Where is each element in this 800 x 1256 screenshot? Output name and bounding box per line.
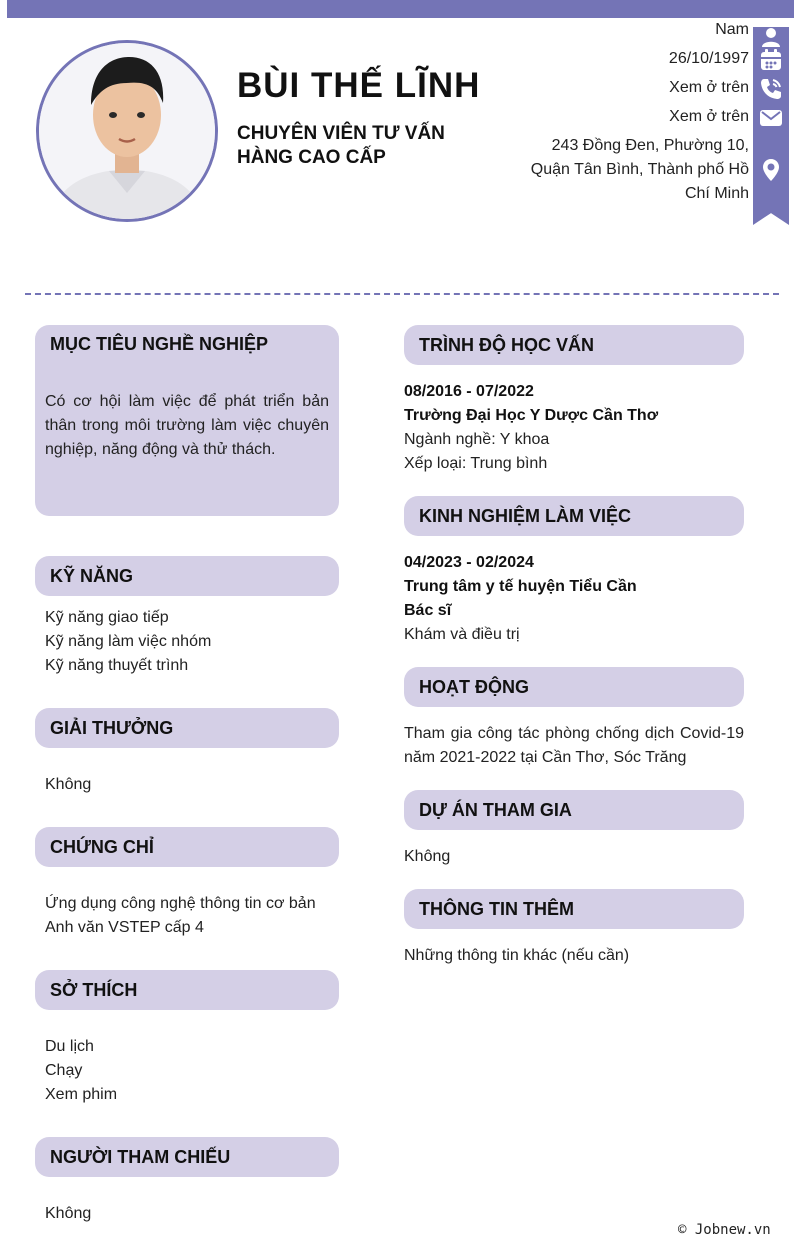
projects-heading: DỰ ÁN THAM GIA [404,790,744,830]
references-heading: NGƯỜI THAM CHIẾU [35,1137,339,1177]
list-item: Ứng dụng công nghệ thông tin cơ bản [45,895,316,912]
hobbies-list [45,1035,117,1107]
skills-heading: KỸ NĂNG [35,556,339,596]
phone-icon [759,77,783,101]
top-accent-bar [7,0,794,18]
experience-description: Khám và điều trị [404,626,520,643]
profile-photo [39,43,215,219]
footer-copyright: © Jobnew.vn [678,1222,771,1238]
education-entry [404,380,658,476]
education-period: 08/2016 - 07/2022 [404,383,534,400]
experience-entry [404,551,637,647]
list-item: Kỹ năng giao tiếp [45,609,169,626]
calendar-icon [759,48,783,72]
location-icon [759,158,783,182]
avatar [36,40,218,222]
experience-period: 04/2023 - 02/2024 [404,554,534,571]
objective-title: MỤC TIÊU NGHỀ NGHIỆP [50,334,269,354]
address-text: 243 Đồng Đen, Phường 10, Quận Tân Bình, Thành phố Hồ Chí Minh [530,137,749,202]
list-item: Du lịch [45,1038,94,1055]
activities-heading: HOẠT ĐỘNG [404,667,744,707]
experience-position: Bác sĩ [404,602,452,619]
list-item: Kỹ năng thuyết trình [45,657,189,674]
email-icon [759,106,783,130]
references-text: Không [45,1205,92,1222]
objective-text: Có cơ hội làm việc để phát triển bản thân trong môi trường làm việc chuyên nghiệp, năng động và thử thách. [45,393,329,458]
candidate-name: BÙI THẾ LĨNH [237,66,481,105]
additional-info-text: Những thông tin khác (nếu cần) [404,947,630,964]
job-title: CHUYÊN VIÊN TƯ VẤN HÀNG CAO CẤP [237,123,445,168]
list-item: Xem phim [45,1086,118,1103]
gender-text: Nam [715,21,749,38]
activities-text: Tham gia công tác phòng chống dịch Covid-19 năm 2021-2022 tại Cần Thơ, Sóc Trăng [404,725,744,766]
education-grade: Xếp loại: Trung bình [404,455,548,472]
email-text: Xem ở trên [669,108,749,125]
hobbies-heading: SỞ THÍCH [35,970,339,1010]
projects-text: Không [404,848,451,865]
certificates-heading: CHỨNG CHỈ [35,827,339,867]
phone-text: Xem ở trên [669,79,749,96]
education-heading: TRÌNH ĐỘ HỌC VẤN [404,325,744,365]
header-divider [25,293,779,295]
education-major: Ngành nghề: Y khoa [404,431,550,448]
certificates-list [45,892,316,940]
experience-heading: KINH NGHIỆM LÀM VIỆC [404,496,744,536]
birthdate-text: 26/10/1997 [668,50,749,67]
list-item: Chạy [45,1062,83,1079]
list-item: Kỹ năng làm việc nhóm [45,633,212,650]
awards-heading: GIẢI THƯỞNG [35,708,339,748]
user-icon [759,25,783,49]
contact-icon-ribbon [753,27,789,225]
education-school: Trường Đại Học Y Dược Cần Thơ [404,407,659,424]
list-item: Anh văn VSTEP cấp 4 [45,919,204,936]
experience-company: Trung tâm y tế huyện Tiểu Cần [404,578,637,595]
skills-list [45,606,211,678]
additional-info-heading: THÔNG TIN THÊM [404,889,744,929]
contact-info [509,18,749,206]
awards-text: Không [45,776,92,793]
